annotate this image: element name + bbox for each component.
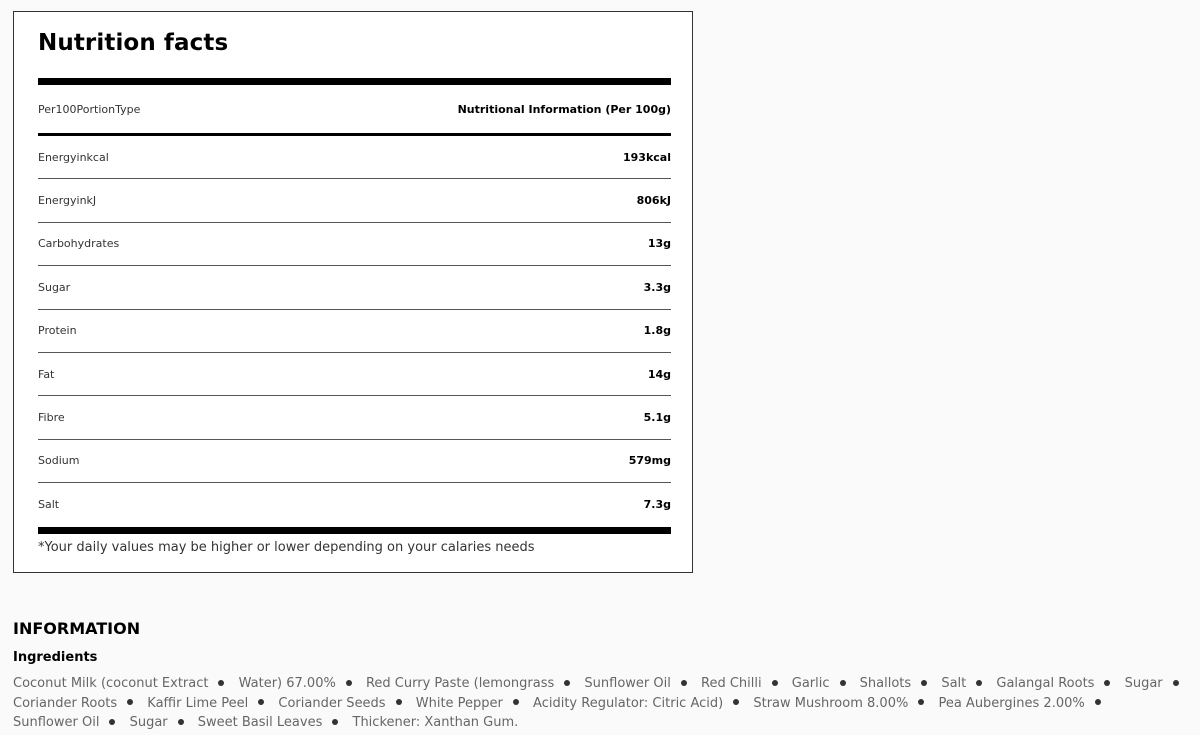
bullet-separator-icon xyxy=(1104,680,1110,686)
information-section xyxy=(13,619,1193,733)
ingredient-item: Garlic xyxy=(791,676,830,691)
nutrition-row xyxy=(38,136,671,179)
ingredient-item: Thickener: Xanthan Gum. xyxy=(352,715,519,730)
nutrition-row xyxy=(38,353,671,396)
bullet-separator-icon xyxy=(1095,699,1101,705)
ingredients-list xyxy=(13,674,1193,733)
nutrient-label: Carbohydrates xyxy=(38,237,120,251)
nutrient-value: 806kJ xyxy=(636,194,671,208)
nutrient-value: 193kcal xyxy=(623,150,671,164)
ingredient-item: Red Chilli xyxy=(701,676,762,691)
nutrient-label: Protein xyxy=(38,324,77,338)
nutrient-value: 579mg xyxy=(628,454,671,468)
bullet-separator-icon xyxy=(396,699,402,705)
nutrition-row xyxy=(38,223,671,266)
ingredient-item: Coriander Roots xyxy=(13,695,118,711)
ingredient-item: Sunflower Oil xyxy=(13,715,100,730)
bullet-separator-icon xyxy=(513,699,519,705)
nutrient-value: 13g xyxy=(647,237,671,251)
bullet-separator-icon xyxy=(564,680,570,686)
bullet-separator-icon xyxy=(681,680,687,686)
ingredient-item: Red Curry Paste (lemongrass xyxy=(365,676,555,691)
bullet-separator-icon xyxy=(976,680,982,686)
ingredient-item: Kaffir Lime Peel xyxy=(147,695,249,711)
nutrition-row xyxy=(38,179,671,222)
bullet-separator-icon xyxy=(127,699,133,705)
nutrition-row xyxy=(38,396,671,439)
nutrient-value: 5.1g xyxy=(643,411,671,425)
information-heading: INFORMATION xyxy=(13,619,141,638)
nutrient-value: 1.8g xyxy=(643,324,671,338)
ingredient-item: Straw Mushroom 8.00% xyxy=(753,695,909,711)
header-label: Per100PortionType xyxy=(38,102,141,116)
top-divider xyxy=(38,78,671,85)
bullet-separator-icon xyxy=(1173,680,1179,686)
nutrient-value: 14g xyxy=(647,367,671,381)
bullet-separator-icon xyxy=(178,719,184,725)
ingredient-item: Pea Aubergines 2.00% xyxy=(938,695,1085,711)
nutrition-row xyxy=(38,266,671,309)
bullet-separator-icon xyxy=(772,680,778,686)
bullet-separator-icon xyxy=(918,699,924,705)
nutrition-table xyxy=(38,78,671,555)
bullet-separator-icon xyxy=(733,699,739,705)
nutrition-row xyxy=(38,440,671,483)
bullet-separator-icon xyxy=(218,680,224,686)
bullet-separator-icon xyxy=(109,719,115,725)
nutrition-title: Nutrition facts xyxy=(38,30,229,56)
ingredient-item: Sweet Basil Leaves xyxy=(197,715,323,730)
nutrient-label: Sugar xyxy=(38,280,71,294)
ingredient-item: Galangal Roots xyxy=(996,676,1095,691)
nutrition-header-row xyxy=(38,85,671,136)
daily-values-footnote: *Your daily values may be higher or lower depending on your calaries needs xyxy=(38,539,535,555)
ingredient-item: White Pepper xyxy=(415,695,503,711)
nutrition-facts-card xyxy=(13,11,693,573)
nutrient-label: Fat xyxy=(38,367,55,381)
ingredient-item: Shallots xyxy=(859,676,912,691)
ingredient-item: Sugar xyxy=(1124,676,1163,691)
nutrition-row xyxy=(38,310,671,353)
ingredient-item: Water) 67.00% xyxy=(238,676,336,691)
header-value: Nutritional Information (Per 100g) xyxy=(457,102,671,116)
ingredient-item: Coriander Seeds xyxy=(278,695,386,711)
nutrition-row xyxy=(38,483,671,526)
nutrient-label: Salt xyxy=(38,498,60,512)
nutrient-label: Fibre xyxy=(38,411,65,425)
ingredient-item: Coconut Milk (coconut Extract xyxy=(13,676,209,691)
nutrition-rows xyxy=(38,136,671,527)
ingredient-item: Salt xyxy=(941,676,967,691)
nutrient-label: Energyinkcal xyxy=(38,150,109,164)
bullet-separator-icon xyxy=(346,680,352,686)
bullet-separator-icon xyxy=(840,680,846,686)
ingredient-item: Sugar xyxy=(129,715,168,730)
nutrient-label: Sodium xyxy=(38,454,80,468)
nutrient-value: 3.3g xyxy=(643,280,671,294)
ingredient-item: Acidity Regulator: Citric Acid) xyxy=(533,695,724,711)
ingredients-heading: Ingredients xyxy=(13,650,98,665)
bottom-divider xyxy=(38,527,671,534)
bullet-separator-icon xyxy=(921,680,927,686)
nutrient-value: 7.3g xyxy=(643,498,671,512)
ingredient-item: Sunflower Oil xyxy=(584,676,671,691)
nutrient-label: EnergyinkJ xyxy=(38,194,97,208)
bullet-separator-icon xyxy=(258,699,264,705)
bullet-separator-icon xyxy=(332,719,338,725)
